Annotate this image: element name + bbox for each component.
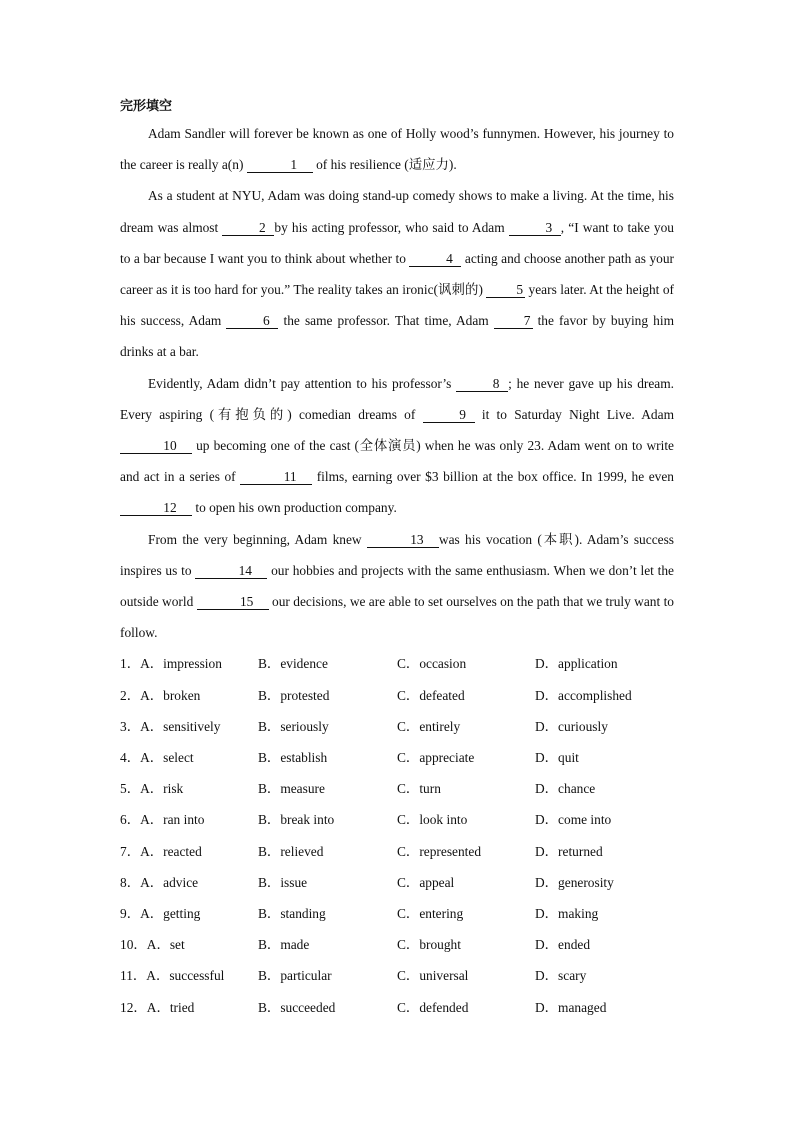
blank-11[interactable]: 11 bbox=[240, 470, 312, 485]
option-b[interactable]: B．seriously bbox=[258, 718, 329, 734]
options-list bbox=[120, 648, 674, 1022]
text: ; he never gave up his dream. Every aspiring (有抱负的) comedian dreams of bbox=[120, 375, 675, 422]
option-a[interactable]: 4．A．select bbox=[120, 750, 194, 766]
option-c[interactable]: C．defended bbox=[397, 999, 469, 1015]
text: Evidently, Adam didn’t pay attention to his professor’s bbox=[148, 375, 457, 391]
blank-9[interactable]: 9 bbox=[423, 408, 475, 423]
blank-4[interactable]: 4 bbox=[409, 252, 461, 267]
text: our decisions, we are able to set ourselves on the path that we truly want to follow. bbox=[120, 594, 674, 641]
option-c[interactable]: C．appreciate bbox=[397, 750, 475, 766]
option-row-11 bbox=[120, 960, 674, 991]
blank-14[interactable]: 14 bbox=[195, 564, 267, 579]
cloze-page bbox=[120, 96, 674, 1023]
option-a[interactable]: 2．A．broken bbox=[120, 687, 201, 703]
option-c[interactable]: C．look into bbox=[397, 812, 468, 828]
text: by his acting professor, who said to Adam bbox=[274, 219, 509, 235]
option-c[interactable]: C．brought bbox=[397, 937, 461, 953]
option-d[interactable]: D．application bbox=[535, 656, 618, 672]
option-row-6 bbox=[120, 804, 674, 835]
option-d[interactable]: D．come into bbox=[535, 812, 612, 828]
option-a[interactable]: 1．A．impression bbox=[120, 656, 222, 672]
text: of his resilience (适应力). bbox=[312, 157, 457, 173]
blank-1[interactable]: 1 bbox=[247, 158, 313, 173]
text: to open his own production company. bbox=[192, 500, 397, 516]
option-b[interactable]: B．protested bbox=[258, 687, 330, 703]
option-c[interactable]: C．universal bbox=[397, 968, 469, 984]
option-a[interactable]: 3．A．sensitively bbox=[120, 718, 221, 734]
paragraph-1 bbox=[120, 118, 674, 180]
option-d[interactable]: D．accomplished bbox=[535, 687, 632, 703]
text: up becoming one of the cast (全体演员) when he was only 23. Adam went on to write and act in a series of bbox=[120, 438, 674, 485]
text: years later. At the height of his success, Adam bbox=[120, 282, 674, 329]
blank-3[interactable]: 3 bbox=[509, 221, 561, 236]
text: the favor by buying him drinks at a bar. bbox=[120, 313, 674, 360]
option-c[interactable]: C．entering bbox=[397, 905, 464, 921]
option-row-12 bbox=[120, 992, 674, 1023]
blank-10[interactable]: 10 bbox=[120, 439, 192, 454]
option-row-9 bbox=[120, 898, 674, 929]
text: acting and choose another path as your career as it is too hard for you.” The reality takes an ironic(讽刺的) bbox=[120, 250, 674, 298]
section-title: 完形填空 bbox=[120, 99, 173, 114]
option-row-1 bbox=[120, 648, 674, 679]
option-a[interactable]: 5．A．risk bbox=[120, 781, 184, 797]
text: , “I want to take you to a bar because I want you to think about whether to bbox=[120, 219, 675, 266]
text: it to Saturday Night Live. Adam bbox=[474, 406, 674, 422]
option-d[interactable]: D．scary bbox=[535, 968, 587, 984]
option-b[interactable]: B．establish bbox=[258, 750, 328, 766]
paragraph-3 bbox=[120, 368, 674, 524]
option-c[interactable]: C．defeated bbox=[397, 687, 465, 703]
paragraph-4 bbox=[120, 524, 674, 649]
option-d[interactable]: D．quit bbox=[535, 750, 579, 766]
option-row-2 bbox=[120, 680, 674, 711]
option-d[interactable]: D．generosity bbox=[535, 874, 614, 890]
blank-7[interactable]: 7 bbox=[494, 314, 533, 329]
text: our hobbies and projects with the same enthusiasm. When we don’t let the outside world bbox=[120, 562, 674, 610]
option-b[interactable]: B．standing bbox=[258, 905, 326, 921]
blank-6[interactable]: 6 bbox=[226, 314, 278, 329]
option-b[interactable]: B．particular bbox=[258, 968, 332, 984]
option-row-4 bbox=[120, 742, 674, 773]
option-a[interactable]: 6．A．ran into bbox=[120, 812, 205, 828]
option-d[interactable]: D．managed bbox=[535, 999, 607, 1015]
blank-2[interactable]: 2 bbox=[222, 221, 274, 236]
option-c[interactable]: C．turn bbox=[397, 781, 441, 797]
option-row-10 bbox=[120, 929, 674, 960]
option-row-5 bbox=[120, 773, 674, 804]
text: the same professor. That time, Adam bbox=[278, 313, 494, 329]
option-a[interactable]: 11．A．successful bbox=[120, 968, 225, 984]
option-a[interactable]: 7．A．reacted bbox=[120, 843, 202, 859]
option-d[interactable]: D．ended bbox=[535, 937, 591, 953]
option-d[interactable]: D．returned bbox=[535, 843, 603, 859]
option-a[interactable]: 9．A．getting bbox=[120, 905, 201, 921]
option-c[interactable]: C．represented bbox=[397, 843, 482, 859]
option-d[interactable]: D．making bbox=[535, 905, 599, 921]
text: From the very beginning, Adam knew bbox=[148, 531, 367, 547]
option-a[interactable]: 12．A．tried bbox=[120, 999, 195, 1015]
option-b[interactable]: B．succeeded bbox=[258, 999, 336, 1015]
option-c[interactable]: C．occasion bbox=[397, 656, 467, 672]
option-b[interactable]: B．made bbox=[258, 937, 310, 953]
text: Adam Sandler will forever be known as one of Holly wood’s funnymen. However, his journey to the career is really a(n) bbox=[120, 126, 674, 173]
option-b[interactable]: B．evidence bbox=[258, 656, 328, 672]
text: was his vocation (本职). Adam’s success inspires us to bbox=[120, 531, 674, 578]
option-b[interactable]: B．relieved bbox=[258, 843, 324, 859]
option-row-7 bbox=[120, 836, 674, 867]
blank-15[interactable]: 15 bbox=[197, 595, 269, 610]
option-d[interactable]: D．chance bbox=[535, 781, 596, 797]
option-b[interactable]: B．break into bbox=[258, 812, 335, 828]
blank-8[interactable]: 8 bbox=[456, 377, 508, 392]
option-b[interactable]: B．measure bbox=[258, 781, 325, 797]
blank-5[interactable]: 5 bbox=[486, 283, 525, 298]
option-a[interactable]: 8．A．advice bbox=[120, 874, 199, 890]
option-c[interactable]: C．entirely bbox=[397, 718, 461, 734]
option-row-3 bbox=[120, 711, 674, 742]
option-row-8 bbox=[120, 867, 674, 898]
blank-12[interactable]: 12 bbox=[120, 501, 192, 516]
option-d[interactable]: D．curiously bbox=[535, 718, 608, 734]
paragraph-2 bbox=[120, 180, 674, 367]
option-a[interactable]: 10．A．set bbox=[120, 937, 185, 953]
blank-13[interactable]: 13 bbox=[367, 533, 439, 548]
text: As a student at NYU, Adam was doing stand-up comedy shows to make a living. At the time, his dream was almost bbox=[120, 188, 674, 235]
text: films, earning over $3 billion at the box office. In 1999, he even bbox=[312, 469, 674, 485]
option-b[interactable]: B．issue bbox=[258, 874, 308, 890]
option-c[interactable]: C．appeal bbox=[397, 874, 455, 890]
